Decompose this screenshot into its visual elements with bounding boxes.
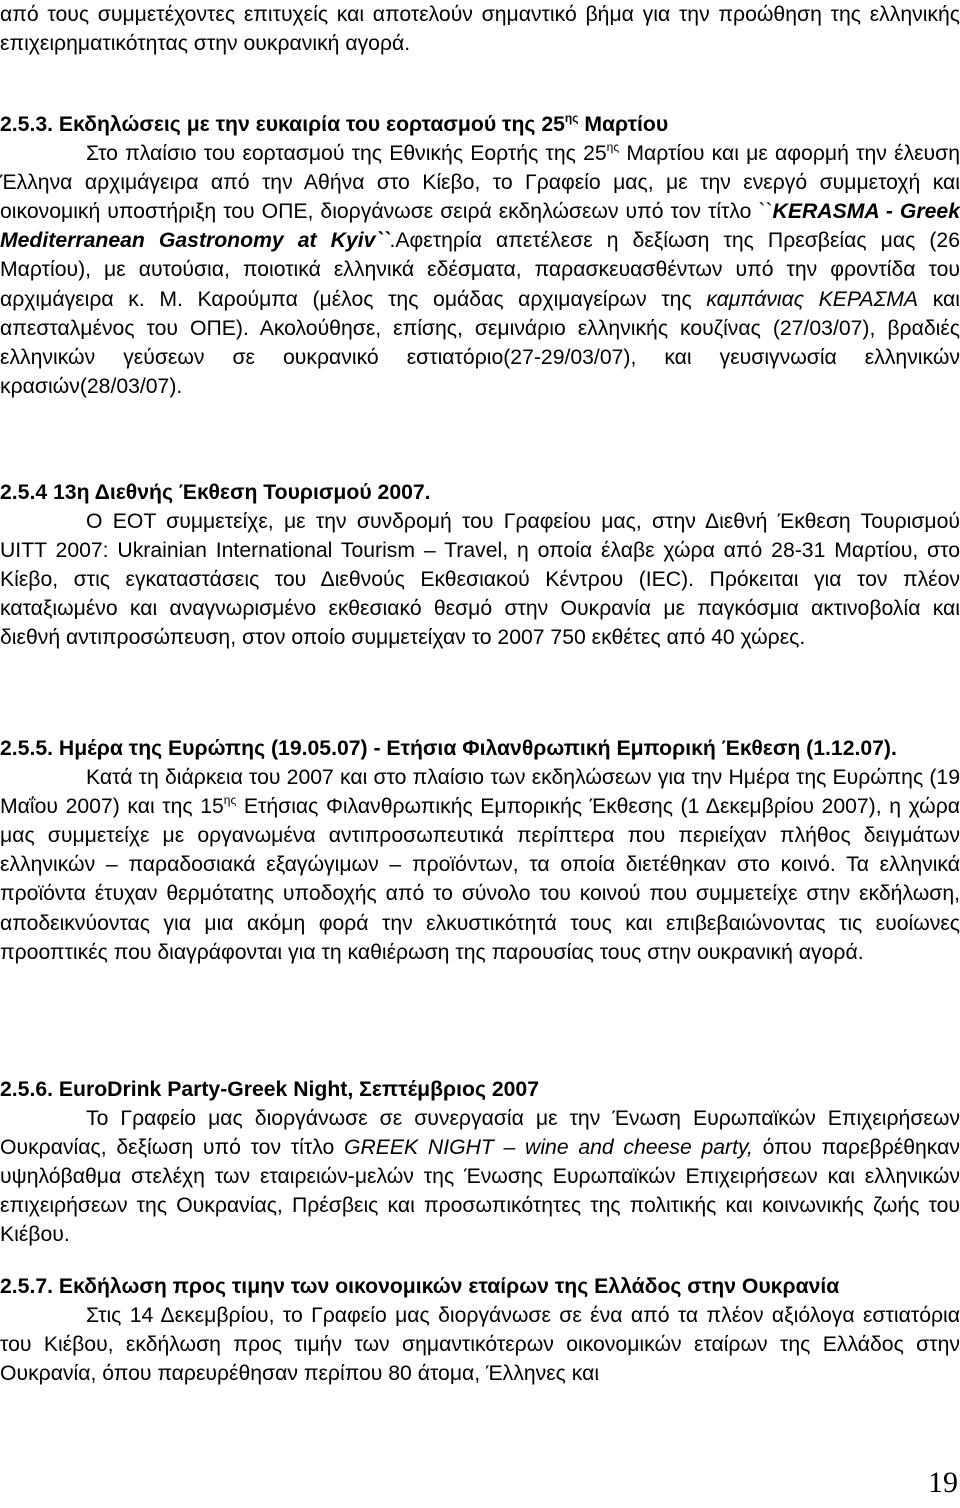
section-2-5-7-paragraph: Στις 14 Δεκεμβρίου, το Γραφείο μας διοργάνωσε σε ένα από τα πλέον αξιόλογα εστιατόρια του Κιέβου, εκδήλωση προς τιμήν των σημαντικότερων οικονομικών εταίρων της Ελλάδος στην Ουκρανία, όπου παρευρέθησαν περίπου 80 άτομα, Έλληνες και (0, 1304, 960, 1386)
section-2-5-4-paragraph: Ο ΕΟΤ συμμετείχε, με την συνδρομή του Γραφείου μας, στην Διεθνή Έκθεση Τουρισμού UITT 2007: Ukrainian International Tourism – Travel, η οποία έλαβε χώρα από 28-31 Μαρτίου, στο Κίεβο, στις εγκαταστάσεις του Διεθνούς Εκθεσιακού Κέντρου (IEC). Πρόκειται για τον πλέον καταξιωμένο και αναγνωρισμένο εκθεσιακό θεσμό στην Ουκρανία με παγκόσμια ακτινοβολία και διεθνή αντιπροσώπευση, στον οποίο συμμετείχαν το 2007 750 εκθέτες από 40 χώρες. (0, 510, 960, 650)
section-2-5-5-paragraph: Κατά τη διάρκεια του 2007 και στο πλαίσιο των εκδηλώσεων για την Ημέρα της Ευρώπης (19 Μαΐου 2007) και της $15^{\eta\varsigma}$ Ετήσιας Φιλανθρωπικής Εμπορικής Έκθεσης (1 Δεκεμβρίου 2007), η χώρα μας συμμετείχε με οργανωμένα αντιπροσωπευτικά περίπτερα που περιείχαν πλήθος δειγμάτων ελληνικών – παραδοσιακά εξαγώγιμων – προϊόντων, τα οποία διετέθηκαν στο κοινό. Τα ελληνικά προϊόντα έτυχαν θερμότατης υποδοχής από το σύνολο του κοινού που συμμετείχε στην εκδήλωση, αποδεικνύοντας για μια ακόμη φορά την ελκυστικότητά τους και επιβεβαιώνοντας τις ευοίωνες προοπτικές που διαγράφονται για τη καθιέρωση της παρουσίας τους στην ουκρανική αγορά. (0, 766, 960, 964)
section-2-5-6-paragraph: Το Γραφείο μας διοργάνωσε σε συνεργασία με την Ένωση Ευρωπαϊκών Επιχειρήσεων Ουκρανίας, δεξίωση υπό τον τίτλο GREEK NIGHT – wine and cheese party, όπου παρεβρέθηκαν υψηλόβαθμα στελέχη των εταιρειών-μελών της Ένωσης Ευρωπαϊκών Επιχειρήσεων και ελληνικών επιχειρήσεων της Ουκρανίας, Πρέσβεις και προσωπικότητες της πολιτικής και κοινωνικής ζωής του Κιέβου. (0, 1107, 960, 1247)
section-2-5-3 (0, 110, 960, 401)
section-2-5-7 (0, 1272, 960, 1388)
kerasma-campaign: καμπάνιας ΚΕΡΑΣΜΑ (706, 287, 919, 311)
section-2-5-7-heading: 2.5.7. Εκδήλωση προς τιμην των οικονομικών εταίρων της Ελλάδος στην Ουκρανία (0, 1275, 840, 1298)
section-2-5-5-heading: 2.5.5. Ημέρα της Ευρώπης (19.05.07) - Ετήσια Φιλανθρωπική Εμπορική Έκθεση (1.12.07). (0, 737, 897, 760)
section-2-5-4-heading: 2.5.4 13η Διεθνής Έκθεση Τουρισμού 2007. (0, 481, 431, 504)
section-2-5-3-paragraph: Στο πλαίσιο του εορτασμού της Εθνικής Εορτής της $25^{\eta\varsigma}$ Μαρτίου και με αφορμή την έλευση Έλληνα αρχιμάγειρα από την Αθήνα στο Κίεβο, το Γραφείο μας, με την ενεργό συμμετοχή και οικονομική υποστήριξη του ΟΠΕ, διοργάνωσε σειρά εκδηλώσεων υπό τον τίτλο ``KERASMA - Greek Mediterranean Gastronomy at Kyiv``.Αφετηρία απετέλεσε η δεξίωση της Πρεσβείας μας (26 Μαρτίου), με αυτούσια, ποιοτικά ελληνικά εδέσματα, παρασκευασθέντων υπό την φροντίδα του αρχιμάγειρα κ. Μ. Καρούμπα (μέλος της ομάδας αρχιμαγείρων της καμπάνιας ΚΕΡΑΣΜΑ και απεσταλμένος του ΟΠΕ). Ακολούθησε, επίσης, σεμινάριο ελληνικής κουζίνας (27/03/07), βραδιές ελληνικών γεύσεων σε ουκρανικό εστιατόριο(27-29/03/07), και γευσιγνωσία ελληνικών κρασιών(28/03/07). (0, 140, 960, 398)
section-2-5-6 (0, 1075, 960, 1250)
page-number: 19 (928, 1466, 958, 1499)
section-2-5-3-heading: 2.5.3. Εκδηλώσεις με την ευκαιρία του εορτασμού της $25^{\eta\varsigma}$ Μαρτίου (0, 111, 669, 136)
intro-text: από τους συμμετέχοντες επιτυχείς και αποτελούν σημαντικό βήμα για την προώθηση της ελληνικής επιχειρηματικότητας στην ουκρανική αγορά. (0, 3, 960, 56)
greek-night-title: GREEK NIGHT – wine and cheese party, (344, 1136, 753, 1160)
section-2-5-5 (0, 734, 960, 967)
section-2-5-4 (0, 478, 960, 653)
intro-paragraph (0, 0, 960, 58)
section-2-5-6-heading: 2.5.6. EuroDrink Party-Greek Night, Σεπτέμβριος 2007 (0, 1078, 539, 1101)
kerasma-title: KERASMA - Greek Mediterranean Gastronomy at Kyiv`` (0, 200, 960, 253)
